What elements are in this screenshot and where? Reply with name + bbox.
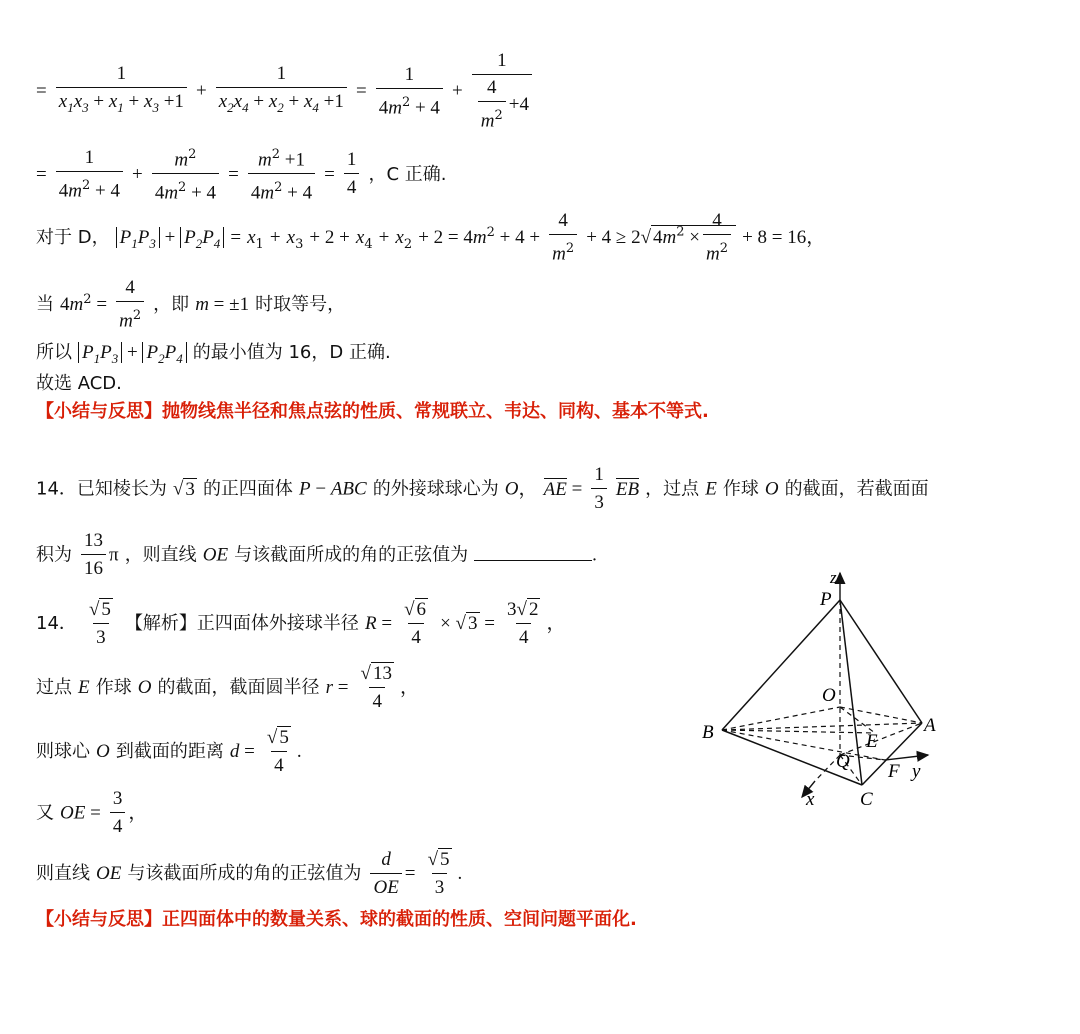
tetrahedron-figure	[690, 565, 950, 815]
label-P: P	[820, 589, 832, 610]
choose-answer: 故选 ACD.	[36, 373, 122, 394]
equation-line-2: = $\frac{1}{4m^2 + 4}$ + $\frac{m^2}{4m^2 + 4}$ = $\frac{m^2 +1}{4m^2 + 4}$ = $\frac{1}{4}$ ，C 正确.	[36, 142, 446, 208]
equation-line-3: 对于 D， $P_1P_3 + P_2P_4 = x_1 + x_3 + 2 + x_4 + x_2 + 2 = 4m^2 + 4$ + $\frac{4}{m^2}$ + 4 ≥ 2√ $4m^2$ × $\frac{4}{m^2}$ + 8 = 16，	[36, 208, 825, 268]
answer-14-line-4: 又 OE = $\frac{3}{4}$ ，	[36, 786, 147, 841]
question-14-line-1: 14．已知棱长为 √ 3 的正四面体 P − ABC 的外接球球心为 O， AE = $\frac{1}{3}$ EB ，过点 E 作球 O 的截面，若截面面	[36, 462, 929, 517]
label-B: B	[702, 722, 714, 743]
label-x: x	[806, 789, 815, 810]
reflection-2: 【小结与反思】正四面体中的数量关系、球的截面的性质、空间问题平面化.	[36, 909, 637, 930]
answer-14-line-5: 则直线 OE 与该截面所成的角的正弦值为 $\frac{d}{OE}$ = $\frac{√ 5}{3}$ .	[36, 846, 462, 902]
answer-14-line-2: 过点 E 作球 O 的截面，截面圆半径 r = $\frac{√ 13}{4}$ ，	[36, 660, 419, 716]
reflection-1: 【小结与反思】抛物线焦半径和焦点弦的性质、常规联立、韦达、同构、基本不等式.	[36, 401, 709, 422]
c-correct-text: ，C 正确.	[368, 163, 447, 185]
label-O: O	[822, 685, 836, 706]
label-E: E	[866, 731, 878, 752]
equation-line-5: 所以 $P_1P_3 + P_2P_4$ 的最小值为 16，D 正确.	[36, 342, 391, 366]
answer-14-line-1: 14． $\frac{√ 5}{3}$ 【解析】正四面体外接球半径 R = $\frac{√ 6}{4}$ × √ 3 = $\frac{3√ 2}{4}$ ，	[36, 596, 565, 652]
equation-line-1: = $\frac{1}{x_1x_3 + x_1 + x_3 +1}$ + $\frac{1}{x_2x_4 + x_2 + x_4 +1}$ = $\frac{1}{4m^2 + 4}$ + 1 $\frac{4}{m^2}$ +4	[36, 48, 535, 135]
answer-14-line-3: 则球心 O 到截面的距离 d = $\frac{√ 5}{4}$ .	[36, 724, 302, 780]
question-14-line-2: 积为 $\frac{13}{16}$ π ，则直线 OE 与该截面所成的角的正弦值为 .	[36, 528, 597, 583]
answer-blank	[474, 542, 592, 561]
label-F: F	[888, 761, 900, 782]
equation-line-4: 当 $4m^2$ = $\frac{4}{m^2}$ ，即 m = ±1 时取等号，	[36, 275, 345, 335]
label-Q: Q	[836, 751, 850, 772]
label-A: A	[924, 715, 936, 736]
label-z: z	[830, 568, 837, 587]
label-y: y	[912, 761, 921, 782]
label-C: C	[860, 789, 873, 810]
